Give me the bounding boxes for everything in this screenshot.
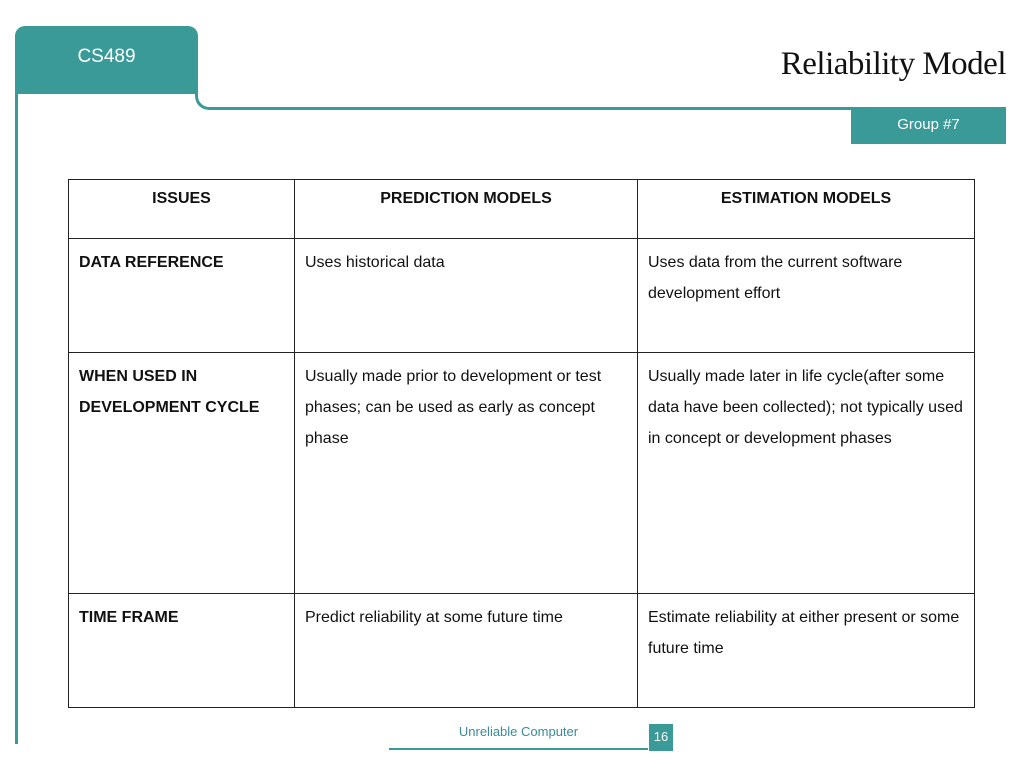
- prediction-cell: Usually made prior to development or test phases; can be used as early as concept phase: [295, 353, 638, 594]
- estimation-cell: Estimate reliability at either present or some future time: [638, 594, 975, 708]
- column-header-estimation: ESTIMATION MODELS: [638, 180, 975, 239]
- course-tab: [15, 26, 198, 94]
- page-number-badge: 16: [649, 724, 673, 751]
- footer-divider: [389, 748, 648, 750]
- footer-title: Unreliable Computer: [458, 724, 579, 739]
- issue-cell: WHEN USED IN DEVELOPMENT CYCLE: [69, 353, 295, 594]
- left-frame-line: [15, 40, 18, 744]
- estimation-cell: Usually made later in life cycle(after some data have been collected); not typically used in concept or development phases: [638, 353, 975, 594]
- comparison-table-container: [68, 179, 974, 708]
- column-header-prediction: PREDICTION MODELS: [295, 180, 638, 239]
- table-row: [69, 353, 975, 594]
- table-row: [69, 594, 975, 708]
- group-badge: [851, 109, 1006, 144]
- estimation-cell: Uses data from the current software development effort: [638, 239, 975, 353]
- table-row: [69, 239, 975, 353]
- course-label: CS489: [77, 46, 136, 67]
- table-header-row: [69, 180, 975, 239]
- group-label: Group #7: [897, 116, 960, 133]
- page-title: Reliability Model: [780, 46, 1006, 82]
- issue-cell: TIME FRAME: [69, 594, 295, 708]
- prediction-cell: Uses historical data: [295, 239, 638, 353]
- issue-cell: DATA REFERENCE: [69, 239, 295, 353]
- comparison-table: [68, 179, 975, 708]
- prediction-cell: Predict reliability at some future time: [295, 594, 638, 708]
- column-header-issues: ISSUES: [69, 180, 295, 239]
